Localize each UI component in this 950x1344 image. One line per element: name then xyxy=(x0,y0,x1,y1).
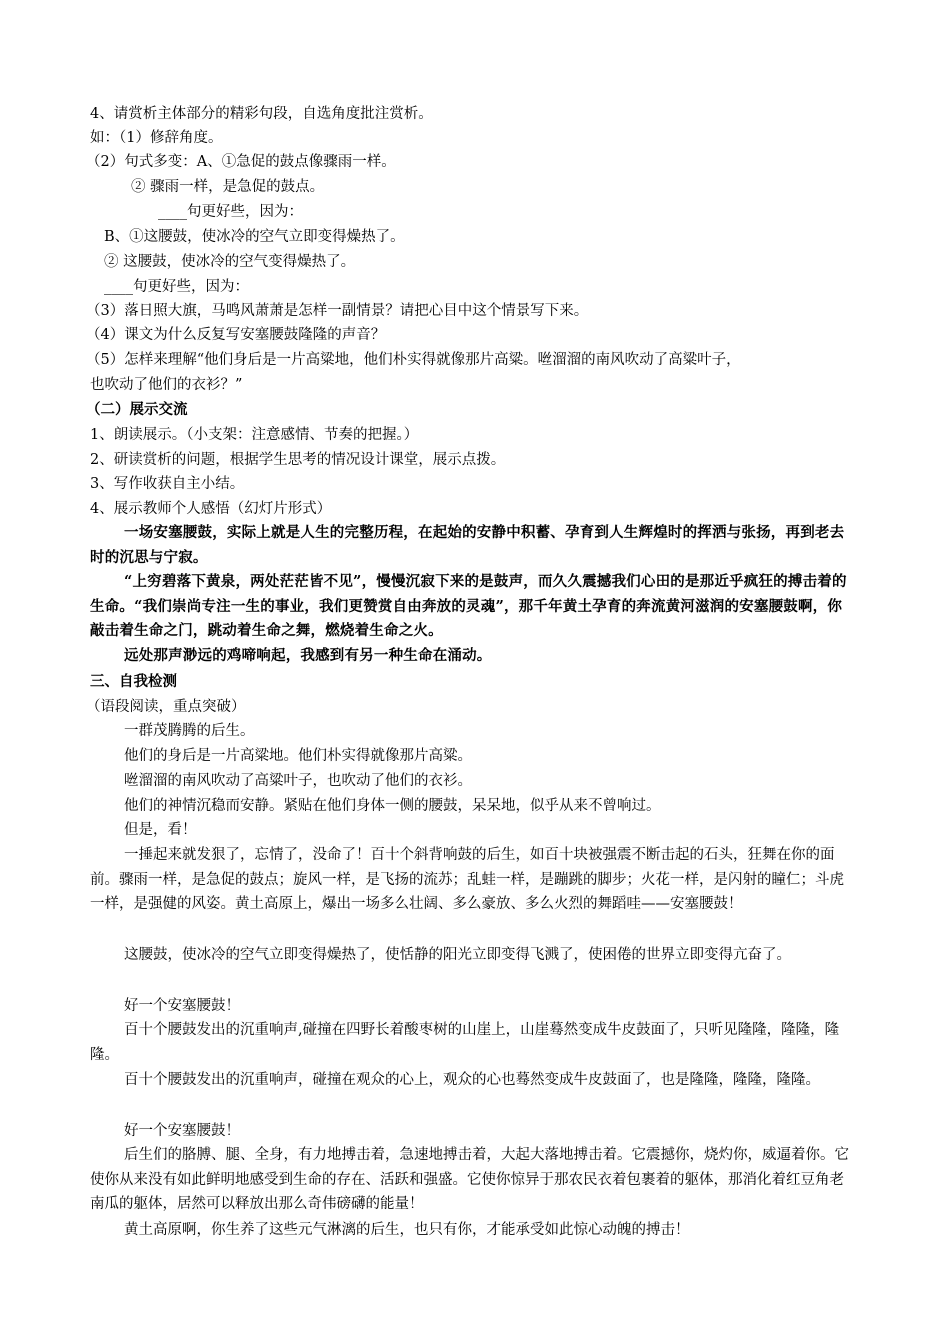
teacher-reflection-p1: 一场安塞腰鼓，实际上就是人生的完整历程，在起始的安静中积蓄、孕育到人生辉煌时的挥洒与张扬，再到老去时的沉思与宁寂。 xyxy=(90,524,845,566)
passage-line-8: 好一个安塞腰鼓！ xyxy=(124,998,240,1014)
teacher-reflection-p3: 远处那声渺远的鸡啼响起，我感到有另一种生命在涌动。 xyxy=(124,647,492,664)
passage-paragraph-10: 百十个腰鼓发出的沉重响声，碰撞在观众的心上，观众的心也蓦然变成牛皮鼓面了，也是隆隆，隆隆，隆隆。 xyxy=(124,1072,820,1088)
passage-line-5: 但是，看！ xyxy=(124,822,197,838)
self-test-note: （语段阅读，重点突破） xyxy=(86,699,246,715)
question-3: （3）落日照大旗，马鸣风萧萧是怎样一副情景？请把心目中这个情景写下来。 xyxy=(86,303,589,319)
section-heading-exchange: （二）展示交流 xyxy=(86,401,188,418)
exchange-item-2: 2、研读赏析的问题，根据学生思考的情况设计课堂，展示点拨。 xyxy=(90,452,506,468)
passage-line-3: 咝溜溜的南风吹动了高粱叶子，也吹动了他们的衣衫。 xyxy=(124,773,472,789)
passage-line-1: 一群茂腾腾的后生。 xyxy=(124,723,255,739)
passage-line-4: 他们的神情沉稳而安静。紧贴在他们身体一侧的腰鼓，呆呆地，似乎从来不曾响过。 xyxy=(124,798,661,814)
example-line: 如：（1）修辞角度。 xyxy=(90,130,223,146)
question-2d: B、①这腰鼓，使冰冷的空气立即变得燥热了。 xyxy=(104,229,405,245)
section-heading-self-test: 三、自我检测 xyxy=(90,673,177,690)
question-5-line1: （5）怎样来理解“他们身后是一片高粱地，他们朴实得就像那片高粱。咝溜溜的南风吹动了高粱叶子， xyxy=(86,352,741,368)
passage-line-13: 黄土高原啊，你生养了这些元气淋漓的后生，也只有你，才能承受如此惊心动魄的搏击！ xyxy=(124,1222,690,1238)
question-2e: ② 这腰鼓，使冰冷的空气变得燥热了。 xyxy=(104,254,356,270)
exchange-item-3: 3、写作收获自主小结。 xyxy=(90,476,245,492)
exchange-item-1: 1、朗读展示。（小支架：注意感情、节奏的把握。） xyxy=(90,427,419,443)
teacher-reflection-p2: “上穷碧落下黄泉，两处茫茫皆不见”，慢慢沉寂下来的是鼓声，而久久震撼我们心田的是那近乎疯狂的搏击着的生命。“我们崇尚专注一生的事业，我们更赞赏自由奔放的灵魂”，那千年黄土孕育的奔流黄河滋润的安塞腰鼓啊，你敲击着生命之门，跳动着生命之舞，燃烧着生命之火。 xyxy=(90,573,847,639)
question-2c: ____句更好些，因为： xyxy=(158,204,303,220)
question-2b: ② 骤雨一样，是急促的鼓点。 xyxy=(131,179,325,195)
question-4-title: 4、请赏析主体部分的精彩句段，自选角度批注赏析。 xyxy=(90,106,433,122)
question-4: （4）课文为什么反复写安塞腰鼓隆隆的声音？ xyxy=(86,327,386,343)
passage-paragraph-7: 这腰鼓，使冰冷的空气立即变得燥热了，使恬静的阳光立即变得飞溅了，使困倦的世界立即变得亢奋了。 xyxy=(124,947,791,963)
passage-line-2: 他们的身后是一片高粱地。他们朴实得就像那片高粱。 xyxy=(124,748,472,764)
question-2a: （2）句式多变：A、①急促的鼓点像骤雨一样。 xyxy=(86,154,396,170)
exchange-item-4: 4、展示教师个人感悟（幻灯片形式） xyxy=(90,501,332,517)
passage-paragraph-9: 百十个腰鼓发出的沉重响声,碰撞在四野长着酸枣树的山崖上，山崖蓦然变成牛皮鼓面了，只听见隆隆，隆隆，隆隆。 xyxy=(90,1022,840,1063)
passage-line-11: 好一个安塞腰鼓！ xyxy=(124,1123,240,1139)
question-2f: ____句更好些，因为： xyxy=(104,279,249,295)
passage-paragraph-12: 后生们的胳膊、腿、全身，有力地搏击着，急速地搏击着，大起大落地搏击着。它震撼你，烧灼你，威逼着你。它使你从来没有如此鲜明地感受到生命的存在、活跃和强盛。它使你惊异于那农民衣着包裹着的躯体，那消化着红豆角老南瓜的躯体，居然可以释放出那么奇伟磅礴的能量！ xyxy=(90,1147,849,1212)
question-5-line2: 也吹动了他们的衣衫？” xyxy=(90,377,243,393)
passage-paragraph-6: 一捶起来就发狠了，忘情了，没命了！百十个斜背响鼓的后生，如百十块被强震不断击起的石头，狂舞在你的面前。骤雨一样，是急促的鼓点；旋风一样，是飞扬的流苏；乱蛙一样，是蹦跳的脚步；火花一样，是闪射的瞳仁；斗虎一样，是强健的风姿。黄土高原上，爆出一场多么壮阔、多么豪放、多么火烈的舞蹈哇——安塞腰鼓！ xyxy=(90,847,844,912)
